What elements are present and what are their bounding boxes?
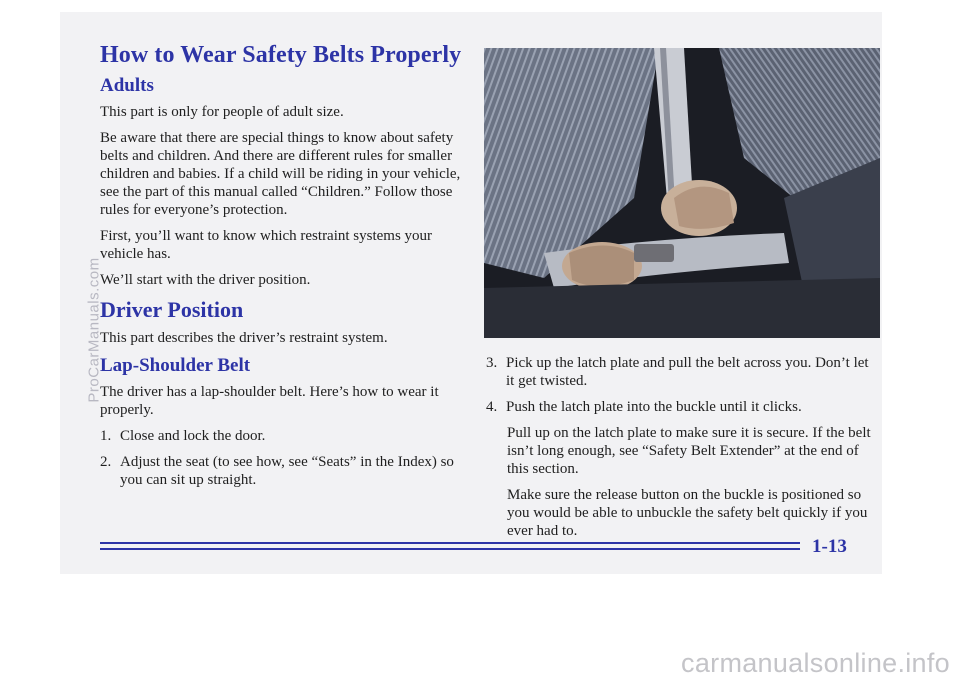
steps-list-left — [100, 427, 462, 489]
section-title: How to Wear Safety Belts Properly — [100, 42, 462, 68]
step-number: 3. — [486, 355, 498, 371]
right-text-block — [484, 354, 880, 540]
step4-note-2: Make sure the release button on the buckle is positioned so you would be able to unbuckle the safety belt quickly if you ever had to. — [507, 487, 868, 539]
list-item — [100, 427, 462, 445]
adults-heading: Adults — [100, 75, 154, 96]
footer-rule-bottom — [100, 548, 800, 550]
adults-paragraph-3: First, you’ll want to know which restraint systems your vehicle has. — [100, 228, 433, 262]
side-watermark — [84, 200, 104, 460]
list-item — [100, 453, 462, 489]
right-column — [484, 48, 880, 548]
driver-position-heading: Driver Position — [100, 297, 244, 322]
list-item — [486, 398, 880, 416]
adults-paragraph-1: This part is only for people of adult size. — [100, 104, 344, 120]
adults-paragraph-4: We’ll start with the driver position. — [100, 272, 311, 288]
driver-position-paragraph: This part describes the driver’s restraint system. — [100, 330, 388, 346]
safety-belt-photo — [484, 48, 880, 338]
step4-note-1: Pull up on the latch plate to make sure it is secure. If the belt isn’t long enough, see “Safety Belt Extender” at the end of this section. — [507, 425, 871, 477]
step-number: 2. — [100, 454, 112, 470]
step-number: 4. — [486, 399, 498, 415]
page-number: 1-13 — [812, 536, 847, 557]
step-text: Close and lock the door. — [120, 428, 266, 444]
lap-shoulder-belt-heading: Lap-Shoulder Belt — [100, 355, 251, 376]
left-column — [100, 42, 462, 497]
list-item — [486, 354, 880, 390]
belt-illustration — [484, 48, 880, 338]
step-text: Push the latch plate into the buckle until it clicks. — [506, 399, 802, 415]
footer-rule-top — [100, 542, 800, 544]
step-text: Adjust the seat (to see how, see “Seats” in the Index) so you can sit up straight. — [120, 454, 454, 488]
bottom-watermark[interactable]: carmanualsonline.info — [681, 648, 950, 678]
step-text: Pick up the latch plate and pull the belt across you. Don’t let it get twisted. — [506, 355, 869, 389]
adults-paragraph-2: Be aware that there are special things to know about safety belts and children. And there are different rules for smaller children and babies. If a child will be riding in your vehicle, see the part of this manual called “Children.” Follow those rules for everyone’s protection. — [100, 130, 461, 218]
step-number: 1. — [100, 428, 112, 444]
side-watermark-text: ProCarManuals.com — [85, 257, 103, 403]
lap-shoulder-paragraph: The driver has a lap-shoulder belt. Here’s how to wear it properly. — [100, 384, 439, 418]
